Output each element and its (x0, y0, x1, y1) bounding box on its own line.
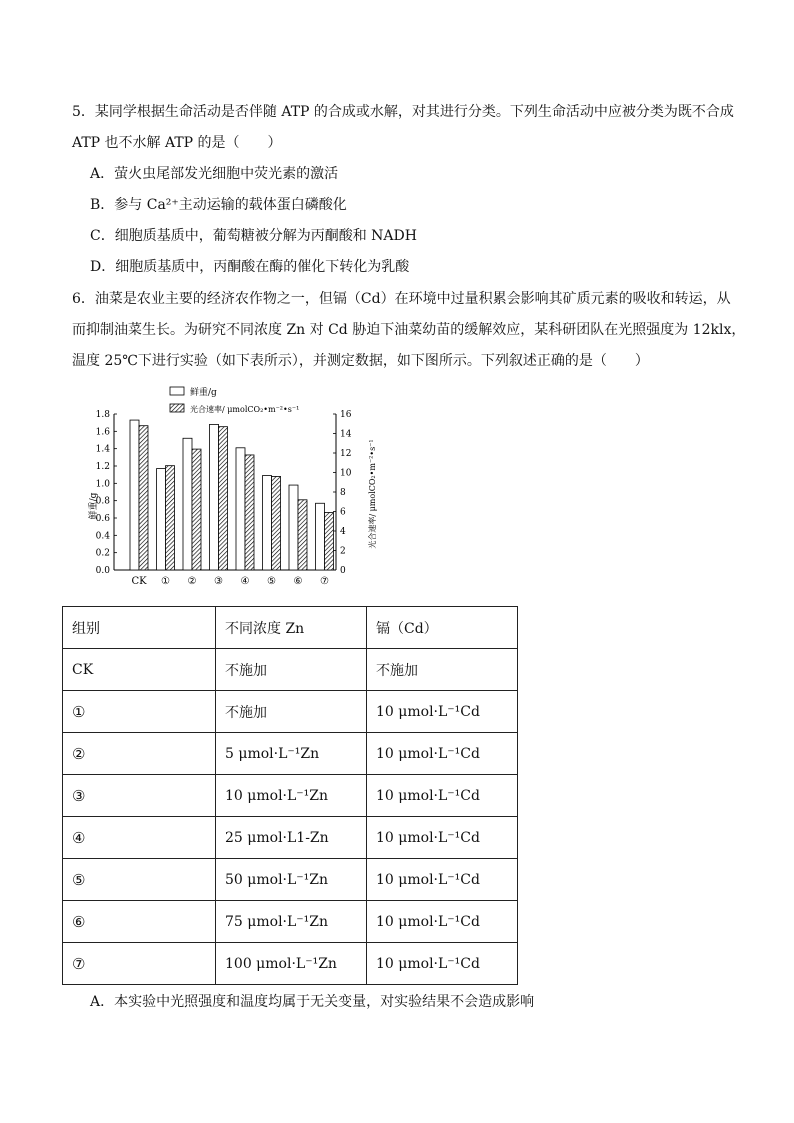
table-cell: 10 μmol·L⁻¹Zn (216, 775, 367, 817)
left-tick-label: 1.2 (95, 462, 110, 472)
table-cell: 10 μmol·L⁻¹Cd (367, 733, 518, 775)
table-cell: 10 μmol·L⁻¹Cd (367, 943, 518, 985)
right-tick-label: 2 (340, 546, 346, 557)
table-row (63, 733, 518, 775)
table-cell: 10 μmol·L⁻¹Cd (367, 817, 518, 859)
x-category-label: ② (187, 576, 197, 587)
q6-option-a: A．本实验中光照强度和温度均属于无关变量，对实验结果不会造成影响 (90, 994, 535, 1010)
x-category-label: ⑦ (320, 576, 329, 587)
left-tick-label: 0.8 (95, 496, 110, 507)
left-tick-label: 0.6 (95, 514, 110, 524)
table-cell: ⑦ (63, 943, 216, 985)
bar-photosynthesis (298, 500, 307, 570)
x-category-label: CK (131, 576, 147, 587)
left-tick-label: 0.2 (95, 548, 110, 559)
table-header-cell: 组别 (63, 607, 216, 649)
bar-fresh-weight (289, 485, 298, 570)
right-tick-label: 4 (340, 527, 346, 537)
x-category-label: ③ (214, 576, 223, 587)
table-cell: 不施加 (367, 649, 518, 691)
table-cell: 10 μmol·L⁻¹Cd (367, 901, 518, 943)
table-cell: 50 μmol·L⁻¹Zn (216, 859, 367, 901)
bar-fresh-weight (130, 420, 139, 570)
table-row (63, 817, 518, 859)
table-cell: 10 μmol·L⁻¹Cd (367, 775, 518, 817)
left-tick-label: 1.6 (95, 427, 110, 438)
experiment-table (62, 606, 518, 985)
table-header-row (63, 607, 518, 649)
bar-photosynthesis (325, 512, 334, 570)
table-cell: ⑥ (63, 901, 216, 943)
table-cell: 不施加 (216, 691, 367, 733)
table-cell: 10 μmol·L⁻¹Cd (367, 691, 518, 733)
q5-option-a: A．萤火虫尾部发光细胞中荧光素的激活 (90, 166, 339, 182)
table-cell: ⑤ (63, 859, 216, 901)
table-row (63, 859, 518, 901)
bar-photosynthesis (245, 455, 254, 570)
left-tick-label: 0.4 (95, 531, 110, 542)
bar-fresh-weight (210, 424, 219, 570)
left-tick-label: 1.8 (95, 410, 110, 420)
bar-photosynthesis (166, 466, 175, 570)
right-tick-label: 0 (340, 566, 346, 576)
legend-label-photosynthesis: 光合速率/ μmolCO₂•m⁻²•s⁻¹ (190, 405, 300, 414)
chart-legend (170, 386, 299, 414)
table-cell: ② (63, 733, 216, 775)
q6-stem-line-2: 而抑制油菜生长。为研究不同浓度 Zn 对 Cd 胁迫下油菜幼苗的缓解效应，某科研团队在光照强度为 12klx， (72, 322, 746, 338)
y2-axis-title: 光合速率/ μmolCO₂•m⁻²•s⁻¹ (368, 439, 377, 549)
legend-label-fresh-weight: 鲜重/g (190, 388, 217, 398)
bar-fresh-weight (236, 448, 245, 570)
left-tick-label: 0.0 (95, 566, 110, 576)
x-category-label: ④ (240, 576, 250, 587)
right-tick-label: 10 (340, 468, 352, 479)
q6-stem-line-3: 温度 25℃下进行实验（如下表所示），并测定数据，如下图所示。下列叙述正确的是（ ） (72, 353, 649, 369)
right-tick-label: 14 (340, 429, 352, 440)
table-cell: 5 μmol·L⁻¹Zn (216, 733, 367, 775)
y-axis-title: 鲜重/g (89, 492, 99, 520)
table-cell: 100 μmol·L⁻¹Zn (216, 943, 367, 985)
table-cell: CK (63, 649, 216, 691)
legend-swatch-photosynthesis (170, 404, 184, 412)
legend-swatch-fresh-weight (170, 387, 184, 395)
table-row (63, 691, 518, 733)
bar-fresh-weight (263, 476, 272, 570)
bar-photosynthesis (219, 427, 228, 570)
right-tick-label: 8 (340, 488, 346, 498)
x-category-label: ① (161, 576, 170, 587)
x-category-label: ⑥ (293, 576, 303, 587)
table-row (63, 943, 518, 985)
table-header-cell: 镉（Cd） (367, 607, 518, 649)
q5-stem-line-1: 5．某同学根据生命活动是否伴随 ATP 的合成或水解，对其进行分类。下列生命活动中应被分类为既不合成 (72, 104, 734, 120)
bar-photosynthesis (272, 476, 281, 570)
right-tick-label: 6 (340, 507, 346, 518)
table-row (63, 649, 518, 691)
q5-option-b: B．参与 Ca²⁺主动运输的载体蛋白磷酸化 (90, 197, 347, 213)
x-category-label: ⑤ (267, 576, 276, 587)
q5-option-c: C．细胞质基质中，葡萄糖被分解为丙酮酸和 NADH (90, 228, 417, 244)
table-row (63, 775, 518, 817)
bar-fresh-weight (157, 469, 166, 570)
table-row (63, 901, 518, 943)
bar-fresh-weight (316, 503, 325, 570)
right-tick-label: 12 (340, 449, 352, 459)
left-tick-label: 1.4 (95, 444, 110, 455)
table-cell: ① (63, 691, 216, 733)
bar-photosynthesis (192, 449, 201, 570)
table-cell: 25 μmol·L1-Zn (216, 817, 367, 859)
q5-option-d: D．细胞质基质中，丙酮酸在酶的催化下转化为乳酸 (90, 259, 410, 275)
right-tick-label: 16 (340, 410, 352, 420)
bar-fresh-weight (183, 438, 192, 570)
q6-stem-line-1: 6．油菜是农业主要的经济农作物之一，但镉（Cd）在环境中过量积累会影响其矿质元素的吸收和转运，从 (72, 291, 731, 307)
q5-stem-line-2: ATP 也不水解 ATP 的是（ ） (72, 135, 282, 151)
table-cell: ④ (63, 817, 216, 859)
table-cell: ③ (63, 775, 216, 817)
bar-chart (84, 384, 384, 590)
table-header-cell: 不同浓度 Zn (216, 607, 367, 649)
table-cell: 不施加 (216, 649, 367, 691)
bar-photosynthesis (139, 426, 148, 570)
table-cell: 75 μmol·L⁻¹Zn (216, 901, 367, 943)
table-cell: 10 μmol·L⁻¹Cd (367, 859, 518, 901)
left-tick-label: 1.0 (95, 479, 110, 490)
